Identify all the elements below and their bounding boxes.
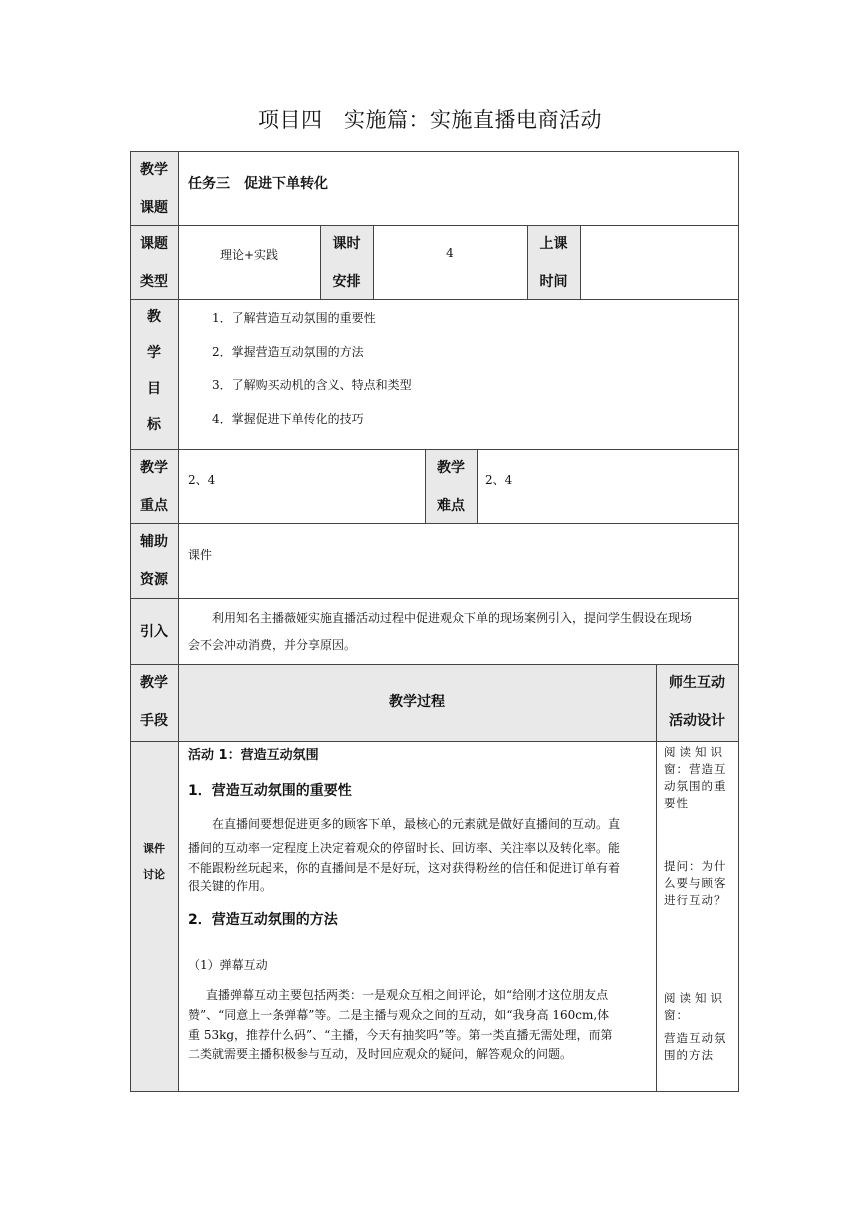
paragraph-importance: 在直播间要想促进更多的顾客下单，最核心的元素就是做好直播间的互动。直 [212, 817, 621, 831]
objective-item: 2．掌握营造互动氛围的方法 [212, 345, 364, 359]
intro-line: 会不会冲动消费，并分享原因。 [188, 638, 357, 652]
design-note-reading-2: 阅读知识 窗： 营造互动氛 围的方法 [664, 991, 727, 1062]
section-heading: 2．营造互动氛围的方法 [188, 912, 338, 928]
keypoints-value: 2、4 [188, 473, 216, 487]
resources-label: 辅助 资源 [140, 534, 168, 588]
paragraph-line: 重 53kg，推荐什么码”、“主播，今天有抽奖吗”等。第一类直播无需处理，而第 [188, 1028, 613, 1042]
objective-item: 1．了解营造互动氛围的重要性 [212, 311, 376, 325]
paragraph-line: 不能跟粉丝玩起来，你的直播间是不是好玩，这对获得粉丝的信任和促进订单有着 [188, 861, 621, 875]
type-value: 理论+实践 [219, 248, 279, 262]
type-label: 课题 类型 [140, 236, 168, 290]
body-means-cell [130, 741, 178, 1091]
activity-title: 活动 1：营造互动氛围 [188, 748, 319, 763]
paragraph-line: 很关键的作用。 [188, 879, 273, 893]
paragraph-line: 赞”、“同意上一条弹幕”等。二是主播与观众之间的互动，如“我身高 160cm,体 [188, 1008, 610, 1022]
intro-label: 引入 [140, 624, 168, 640]
hours-value: 4 [446, 246, 454, 260]
paragraph-line: 直播弹幕互动主要包括两类：一是观众互相之间评论，如“给刚才这位朋友点 [206, 988, 609, 1002]
difficulty-value: 2、4 [485, 473, 513, 487]
difficulty-label: 教学 难点 [437, 460, 465, 514]
keypoints-label: 教学 重点 [140, 460, 168, 514]
design-note-reading-1: 阅读知识 窗：营造互 动氛围的重 要性 [664, 745, 727, 810]
sub-heading: （1）弹幕互动 [188, 958, 268, 972]
topic-label: 教学 课题 [140, 162, 168, 216]
process-header: 教学过程 [389, 694, 445, 710]
page-title: 项目四 实施篇：实施直播电商活动 [258, 108, 602, 132]
intro-line: 利用知名主播薇娅实施直播活动过程中促进观众下单的现场案例引入，提问学生假设在现场 [212, 611, 693, 625]
objective-item: 3．了解购买动机的含义、特点和类型 [212, 378, 412, 392]
design-header: 师生互动 活动设计 [669, 675, 725, 729]
hours-label: 课时 安排 [332, 236, 361, 290]
paragraph-line: 播间的互动率一定程度上决定着观众的停留时长、回访率、关注率以及转化率。能 [188, 841, 621, 855]
body-means-label: 课件 讨论 [143, 842, 165, 881]
objective-item: 4．掌握促进下单传化的技巧 [212, 412, 364, 426]
paragraph-line: 二类就需要主播积极参与互动，及时回应观众的疑问，解答观众的问题。 [188, 1047, 573, 1061]
means-header: 教学 手段 [140, 675, 168, 729]
topic-value: 任务三 促进下单转化 [188, 176, 328, 192]
design-note-question: 提问：为什 么要与顾客 进行互动？ [664, 859, 727, 907]
section-heading: 1．营造互动氛围的重要性 [188, 783, 352, 799]
resources-value: 课件 [188, 548, 213, 562]
time-label: 上课 时间 [539, 236, 568, 290]
objectives-label: 教 学 目 标 [147, 309, 161, 433]
